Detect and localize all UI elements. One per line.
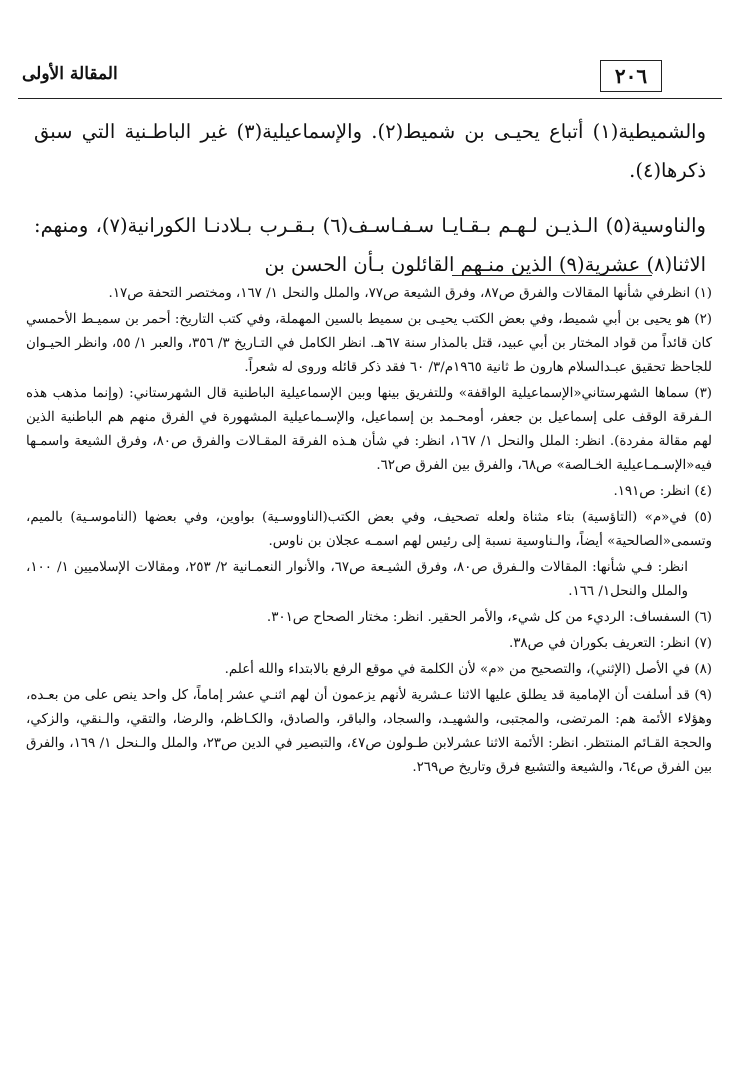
main-text xyxy=(34,112,706,284)
footnote-7: (٧) انظر: التعريف بكوران في ص٣٨. xyxy=(508,636,712,651)
footnote-6: (٦) السفساف: الرديء من كل شيء، والأمر الحقير. انظر: مختار الصحاح ص٣٠١. xyxy=(266,610,712,625)
footnote-8: (٨) في الأصل (الإثني)، والتصحيح من «م» لأن الكلمة في موقع الرفع بالابتداء والله أعلم. xyxy=(224,662,712,677)
paragraph-2: والناوسية(٥) الـذيـن لـهـم بـقـايـا سـفـاسـف(٦) بـقـرب بـلادنـا الكورانية(٧)، ومنهم: الاثنا(٨) عشرية(٩) الذين منـهم القائلون بـأن الحسن بن xyxy=(34,214,706,276)
page-header xyxy=(18,58,722,99)
footnote-2: (٢) هو يحيى بن أبي شميط، وفي بعض الكتب يحيـى بن سميط بالسين المهملة، وفي كتب التاريخ: أحمر بن سميـط الأحمسي كان قائداً من قواد المختار بن أبي عبيد، قتل بالمذار سنة ٦٧هـ. انظر الكامل في التـاريخ ٣/ ٣٥٦، والعبر ١/ ٥٥، وانظر الحيـوان للجاحظ تحقيق عبـدالسلام هارون ط ثانية ١٩٦٥م/٣/ ٦٠ فقد ذكر قائله وروى له شعراً. xyxy=(26,312,712,375)
footnote-9: (٩) قد أسلفت أن الإمامية قد يطلق عليها الاثنا عـشرية لأنهم يزعمون أن لهم اثنـي عشر إماماً، كل واحد ينص على من بعـده، وهؤلاء الأئمة هم: المرتضى، والمجتبى، والشهيـد، والسجاد، والباقر، والصادق، والكـاظم، والرضا، والتقي، والـنقي، والزكي، والحجة القـائم المنتظر. انظر: الأئمة الاثنا عشرلابن طـولون ص٤٧، والتبصير في الدين ص٢٣، والملل والـنحل ١/ ١٦٩، والفرق بين الفرق ص٦٤، والشيعة والتشيع فرق وتاريخ ص٢٦٩. xyxy=(26,688,712,775)
page-number: ٢٠٦ xyxy=(600,60,662,92)
running-title: المقالة الأولى xyxy=(22,64,118,84)
footnote-3: (٣) سماها الشهرستاني«الإسماعيلية الواقفة» وللتفريق بينها وبين الإسماعيلية الباطنية قال الشهرستاني: (وإنما مذهب هذه الـفرقة الوقف على إسماعيل بن جعفر، أومحـمد بن إسماعيل، والإسـماعيلية المشهورة في الفرق منهم هم الباطنية الذين لهم مقالة مفردة). انظر: الملل والنحل ١/ ١٦٧، انظر: في شأن هـذه الفرقة المقـالات والفرق ص٨٠، وفرق الشيعة واسمـها فيه«الإسـمـاعيلية الخـالصة» ص٦٨، والفرق بين الفرق ص٦٢. xyxy=(26,386,712,473)
footnote-5: (٥) في«م» (التاؤسية) بتاء مثناة ولعله تصحيف، وفي بعض الكتب(الناووسـية) بواوين، وفي بعضها (الناموسـية) بالميم، وتسمى«الصالحية» أيضاً، والـناوسية نسبة إلى رئيس لهم اسمـه عجلان بن ناوس. xyxy=(26,510,712,549)
paragraph-1: والشميطية(١) أتباع يحيـى بن شميط(٢). والإسماعيلية(٣) غير الباطـنية التي سبق ذكرها(٤). xyxy=(34,120,707,182)
footnotes xyxy=(26,282,712,782)
footnote-1: (١) انظرفي شأنها المقالات والفرق ص٨٧، وفرق الشيعة ص٧٧، والملل والنحل ١/ ١٦٧، ومختصر التحفة ص١٧. xyxy=(108,286,712,301)
footnote-5-continued xyxy=(26,556,712,604)
footnote-5-continued-text: انظر: فـي شأنها: المقالات والـفرق ص٨٠، وفرق الشيـعة ص٦٧، والأنوار النعمـانية ٢/ ٢٥٣، ومقالات الإسلاميين ١/ ١٠٠، والملل والنحل١/ ١٦٦. xyxy=(26,560,688,599)
footnote-4: (٤) انظر: ص١٩١. xyxy=(613,484,712,499)
footnote-divider xyxy=(452,275,652,276)
